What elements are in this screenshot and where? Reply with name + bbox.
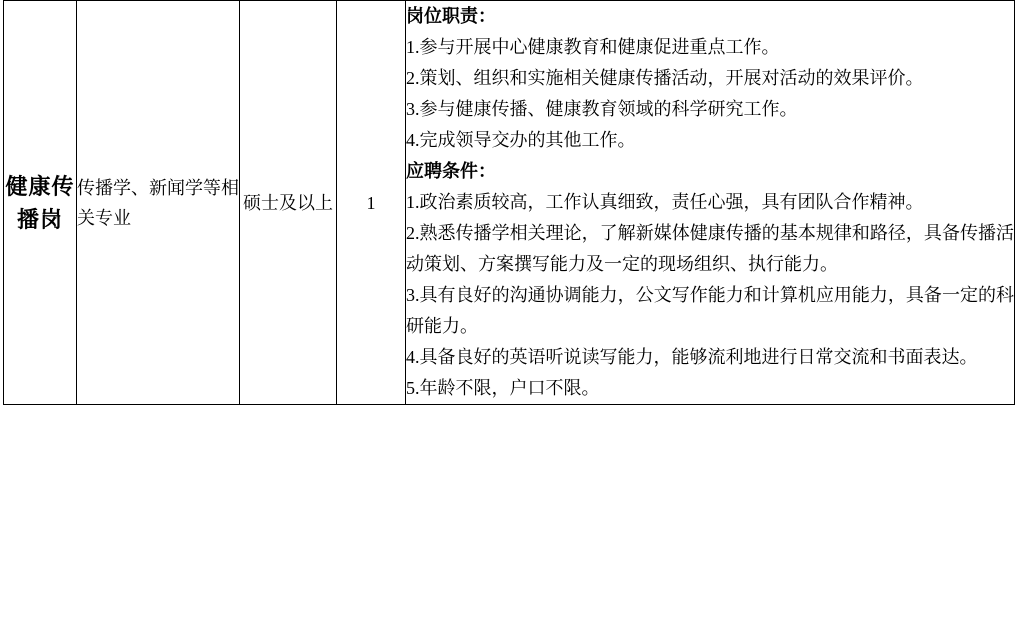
requirement-item-3: 3.具有良好的沟通协调能力，公文写作能力和计算机应用能力，具备一定的科研能力。 <box>406 285 1014 336</box>
requirement-item-1: 1.政治素质较高，工作认真细致，责任心强，具有团队合作精神。 <box>406 192 924 212</box>
job-posting-table <box>3 0 1015 405</box>
requirements-heading: 应聘条件： <box>406 161 496 181</box>
table-row <box>4 1 1015 405</box>
cell-headcount: 1 <box>337 1 406 405</box>
requirement-item-5: 5.年龄不限，户口不限。 <box>406 378 600 398</box>
cell-degree: 硕士及以上 <box>240 1 337 405</box>
requirement-item-2: 2.熟悉传播学相关理论，了解新媒体健康传播的基本规律和路径，具备传播活动策划、方案撰写能力及一定的现场组织、执行能力。 <box>406 223 1014 274</box>
duty-item-3: 3.参与健康传播、健康教育领域的科学研究工作。 <box>406 99 798 119</box>
cell-major: 传播学、新闻学等相关专业 <box>77 1 240 405</box>
duties-heading: 岗位职责： <box>406 6 496 26</box>
cell-description <box>406 1 1015 405</box>
cell-post-name: 健康传播岗 <box>4 1 77 405</box>
duty-item-4: 4.完成领导交办的其他工作。 <box>406 130 636 150</box>
duty-item-2: 2.策划、组织和实施相关健康传播活动，开展对活动的效果评价。 <box>406 68 924 88</box>
requirement-item-4: 4.具备良好的英语听说读写能力，能够流利地进行日常交流和书面表达。 <box>406 347 978 367</box>
duty-item-1: 1.参与开展中心健康教育和健康促进重点工作。 <box>406 37 780 57</box>
